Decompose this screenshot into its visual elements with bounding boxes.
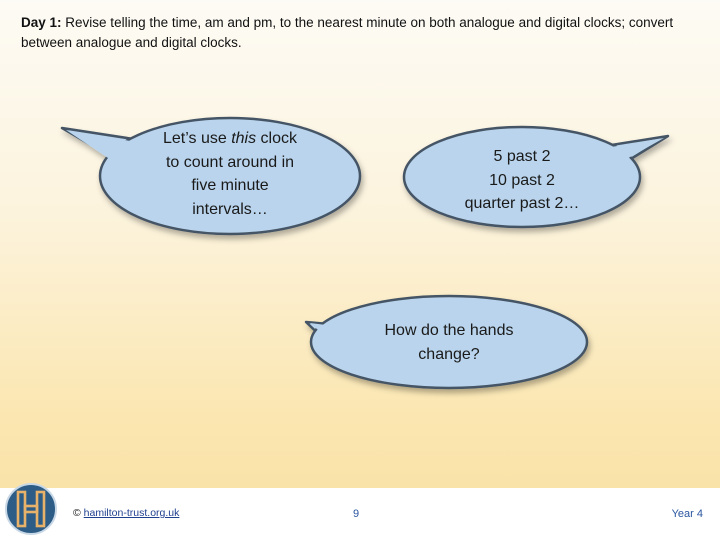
- day-label: Day 1:: [21, 15, 62, 30]
- copyright-notice: © hamilton-trust.org.uk: [73, 507, 180, 519]
- page-number: 9: [353, 508, 360, 520]
- left-bubble-text: Let’s use this clock to count around in five minute intervals…: [162, 130, 297, 218]
- h-letter-icon: [16, 490, 46, 528]
- lesson-objective: Revise telling the time, am and pm, to the nearest minute on both analogue and digital clocks; convert between analogue and digital clocks.: [21, 15, 674, 50]
- hamilton-trust-link[interactable]: hamilton-trust.org.uk: [83, 507, 180, 519]
- right-bubble-text: 5 past 2 10 past 2 quarter past 2…: [464, 148, 580, 212]
- emphasis-this: this: [231, 130, 257, 147]
- hamilton-logo-icon: [5, 483, 57, 535]
- year-label: Year 4: [671, 508, 703, 520]
- bottom-bubble-text: How do the hands change?: [384, 322, 514, 363]
